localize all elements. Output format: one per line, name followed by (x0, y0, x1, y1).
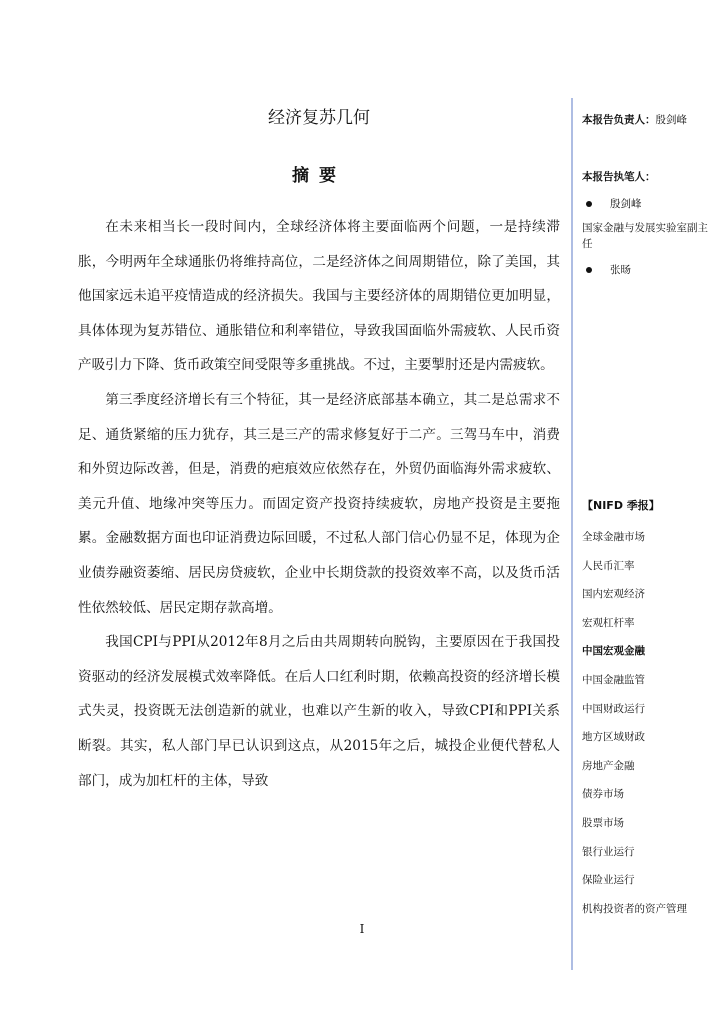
author-1 (582, 196, 642, 211)
series-item: 宏观杠杆率 (582, 616, 635, 629)
responsible-line (582, 112, 687, 127)
series-item: 机构投资者的资产管理 (582, 902, 687, 915)
abstract-paragraph-1: 在未来相当长一段时间内，全球经济体将主要面临两个问题，一是持续滞胀，今明两年全球通胀仍将维持高位，二是经济体之间周期错位，除了美国，其他国家远未追平疫情造成的经济损失。我国与主要经济体的周期错位更加明显，具体体现为复苏错位、通胀错位和利率错位，导致我国面临外需疲软、人民币资产吸引力下降、货币政策空间受限等多重挑战。不过，主要掣肘还是内需疲软。 (78, 219, 560, 374)
sidebar-divider (571, 98, 573, 970)
series-item: 中国宏观金融 (582, 645, 645, 658)
series-item: 国内宏观经济 (582, 588, 645, 601)
series-item: 房地产金融 (582, 759, 635, 772)
series-title: 【NIFD 季报】 (582, 499, 660, 512)
author-1-name: 殷剑峰 (610, 198, 642, 210)
series-item: 全球金融市场 (582, 531, 645, 543)
abstract-heading: 摘要 (292, 166, 346, 186)
series-item: 人民币汇率 (582, 559, 635, 572)
responsible-label: 本报告负责人： (582, 114, 656, 126)
page-number: I (359, 922, 365, 936)
authors-label: 本报告执笔人： (582, 171, 656, 183)
series-item: 股票市场 (582, 817, 624, 829)
abstract-paragraph-2: 第三季度经济增长有三个特征，其一是经济底部基本确立，其二是总需求不足、通货紧缩的压力犹存，其三是三产的需求修复好于二产。三驾马车中，消费和外贸边际改善，但是，消费的疤痕效应依然存在，外贸仍面临海外需求疲软、美元升值、地缘冲突等压力。而固定资产投资持续疲软，房地产投资是主要拖累。金融数据方面也印证消费边际回暖，不过私人部门信心仍显不足，体现为企业债券融资萎缩、居民房贷疲软，企业中长期贷款的投资效率不高，以及货币活性依然较低、居民定期存款高增。 (78, 391, 560, 616)
series-item: 中国财政运行 (582, 702, 645, 715)
report-title: 经济复苏几何 (268, 108, 370, 128)
abstract-paragraph-3: 我国CPI与PPI从2012年8月之后由共周期转向脱钩，主要原因在于我国投资驱动的经济发展模式效率降低。在后人口红利时期，依赖高投资的经济增长模式失灵，投资既无法创造新的就业，也难以产生新的收入，导致CPI和PPI关系断裂。其实，私人部门早已认识到这点，从2015年之后，城投企业便代替私人部门，成为加杠杆的主体，导致 (78, 634, 560, 789)
report-main-column (78, 98, 560, 798)
abstract-body (78, 210, 560, 798)
series-item: 保险业运行 (582, 874, 635, 887)
bullet-icon (586, 267, 592, 273)
bullet-icon (586, 201, 592, 207)
series-item: 债券市场 (582, 788, 624, 801)
series-item: 银行业运行 (582, 845, 635, 858)
series-item: 地方区域财政 (582, 731, 645, 744)
author-1-title: 国家金融与发展实验室副主任 (582, 222, 708, 250)
responsible-name: 殷剑峰 (655, 114, 687, 126)
author-2-name: 张旸 (610, 264, 631, 276)
author-2 (582, 262, 631, 277)
series-item: 中国金融监管 (582, 674, 645, 686)
